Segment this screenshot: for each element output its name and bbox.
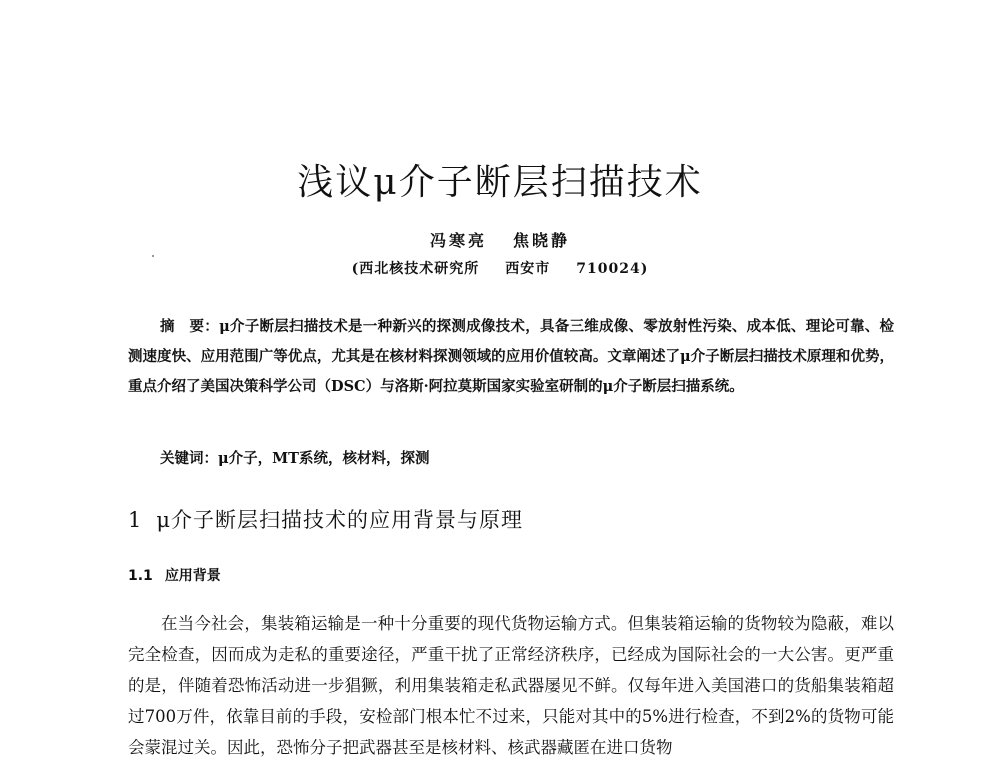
subsection-heading: [128, 566, 894, 586]
section-title: μ介子断层扫描技术的应用背景与原理: [156, 508, 524, 532]
keywords: [160, 448, 894, 470]
abstract: [128, 312, 894, 402]
affiliation-city: 西安市: [505, 261, 551, 277]
author-name: 焦晓静: [513, 231, 571, 250]
keywords-text: μ介子，MT系统，核材料，探测: [218, 450, 430, 467]
paper-title: 浅议μ介子断层扫描技术: [297, 162, 703, 203]
keywords-label: 关键词：: [160, 450, 218, 467]
section-heading: [128, 505, 894, 535]
affiliation-org: (西北核技术研究所: [351, 261, 480, 277]
abstract-label: 摘 要：: [160, 318, 220, 335]
subsection-title: 应用背景: [164, 568, 221, 584]
author-line: [0, 228, 1000, 251]
author-name: 冯寒亮: [429, 231, 487, 250]
affiliation-postcode: 710024): [576, 261, 649, 277]
affiliation-line: [0, 258, 1000, 278]
scan-speck: [152, 255, 154, 257]
abstract-text: μ介子断层扫描技术是一种新兴的探测成像技术，具备三维成像、零放射性污染、成本低、理论可靠、检测速度快、应用范围广等优点，尤其是在核材料探测领域的应用价值较高。文章阐述了μ介子断层扫描技术原理和优势，重点介绍了美国决策科学公司（DSC）与洛斯·阿拉莫斯国家实验室研制的μ介子断层扫描系统。: [128, 318, 895, 395]
subsection-number: 1.1: [128, 568, 153, 584]
section-number: 1: [128, 508, 143, 532]
body-paragraph: 在当今社会，集装箱运输是一种十分重要的现代货物运输方式。但集装箱运输的货物较为隐蔽，难以完全检查，因而成为走私的重要途径，严重干扰了正常经济秩序，已经成为国际社会的一大公害。更严重的是，伴随着恐怖活动进一步猖獗，利用集装箱走私武器屡见不鲜。仅每年进入美国港口的货船集装箱超过700万件，依靠目前的手段，安检部门根本忙不过来，只能对其中的5%进行检查，不到2%的货物可能会蒙混过关。因此，恐怖分子把武器甚至是核材料、核武器藏匿在进口货物: [128, 614, 894, 757]
